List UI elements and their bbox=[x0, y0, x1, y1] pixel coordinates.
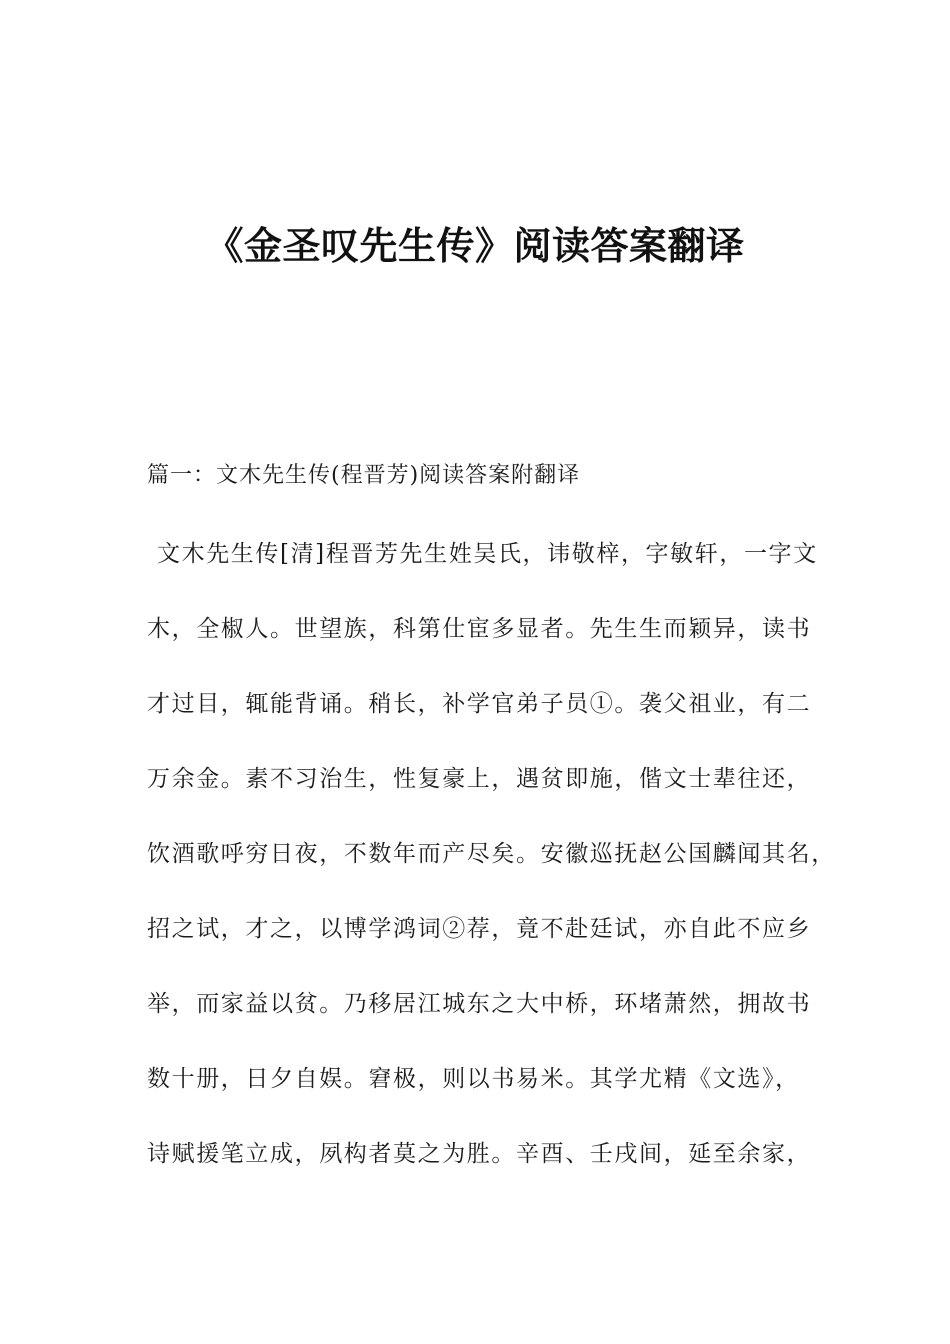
document-title: 《金圣叹先生传》阅读答案翻译 bbox=[205, 224, 745, 268]
text-line: 文木先生传[清]程晋芳先生姓吴氏，讳敬梓，字敏轩，一字文 bbox=[157, 541, 818, 567]
text-line: 诗赋援笔立成，夙构者莫之为胜。辛酉、壬戌间，延至余家， bbox=[147, 1141, 812, 1167]
text-line: 招之试，才之，以博学鸿词②荐，竟不赴廷试，亦自此不应乡 bbox=[147, 916, 812, 942]
text-line: 举，而家益以贫。乃移居江城东之大中桥，环堵萧然，拥故书 bbox=[147, 991, 812, 1017]
text-line: 数十册，日夕自娱。窘极，则以书易米。其学尤精《文选》， bbox=[147, 1066, 800, 1092]
text-line: 饮酒歌呼穷日夜，不数年而产尽矣。安徽巡抚赵公国麟闻其名， bbox=[147, 841, 836, 867]
section-heading: 篇一：文木先生传(程晋芳)阅读答案附翻译 bbox=[147, 463, 581, 488]
text-line: 才过目，辄能背诵。稍长，补学官弟子员①。袭父祖业，有二 bbox=[147, 691, 812, 717]
text-line: 万余金。素不习治生，性复豪上，遇贫即施，偕文士辈往还， bbox=[147, 766, 812, 792]
text-line: 木，全椒人。世望族，科第仕宦多显者。先生生而颖异，读书 bbox=[147, 616, 812, 642]
body-paragraph bbox=[147, 534, 836, 1209]
